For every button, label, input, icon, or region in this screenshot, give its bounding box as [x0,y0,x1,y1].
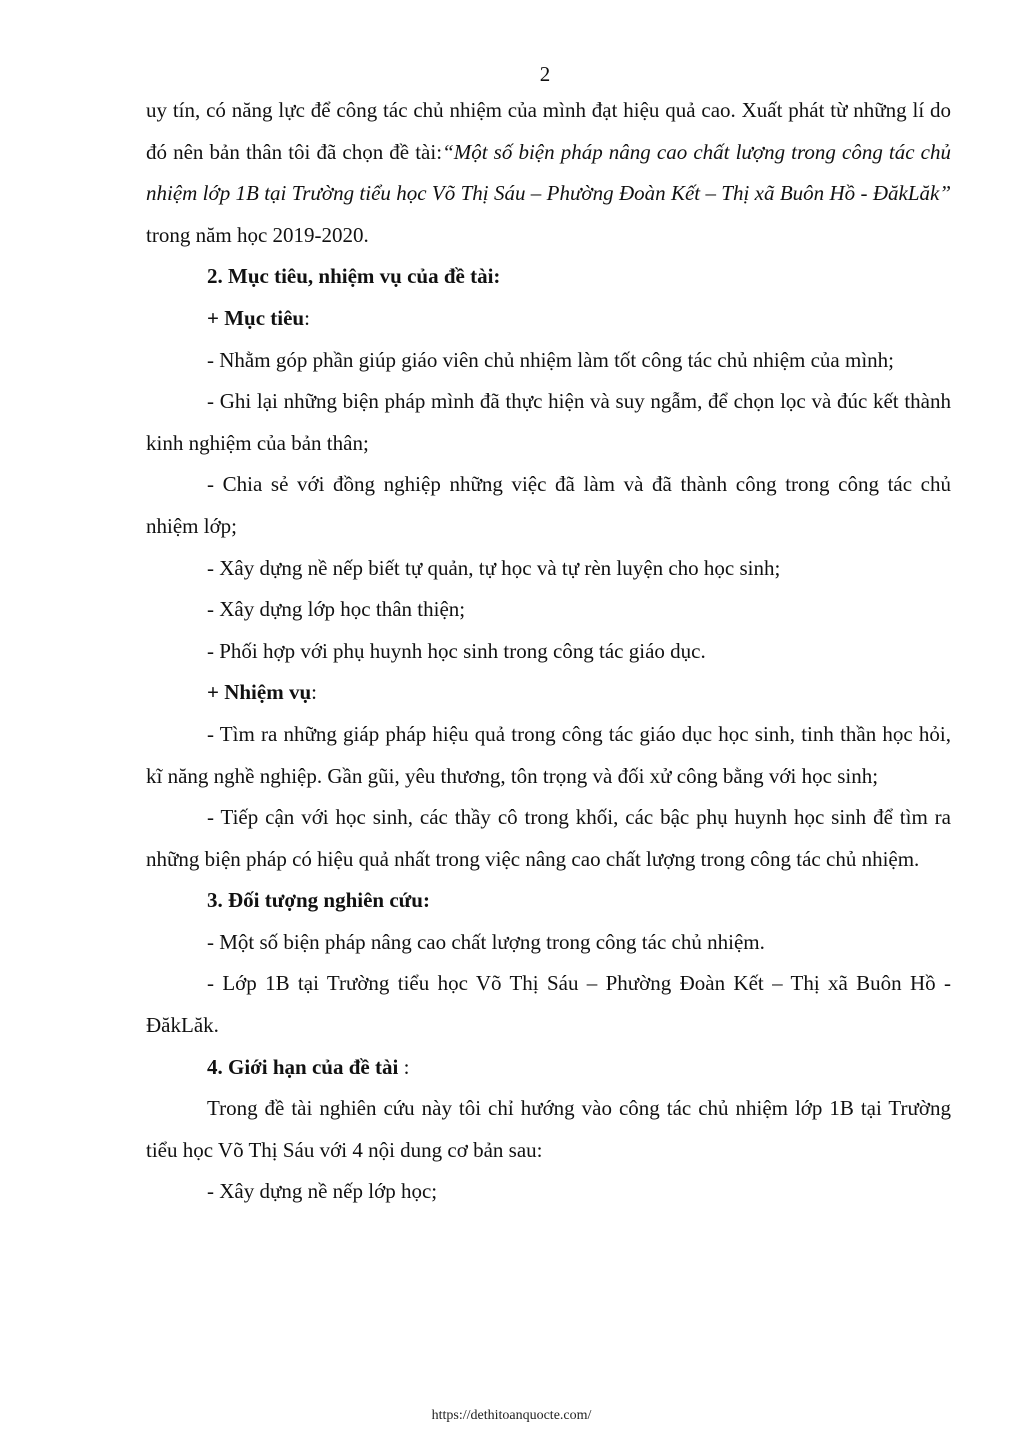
heading-text: 3. Đối tượng nghiên cứu: [207,888,430,913]
paragraph: - Xây dựng nề nếp biết tự quản, tự học và tự rèn luyện cho học sinh; [207,555,781,580]
paragraph: - Lớp 1B tại Trường tiểu học Võ Thị Sáu – Phường Đoàn Kết – Thị xã Buôn Hồ - ĐăkLăk. [146,971,951,1038]
intro-text-end: trong năm học 2019-2020. [146,222,369,247]
paragraph: - Tiếp cận với học sinh, các thầy cô trong khối, các bậc phụ huynh học sinh để tìm ra những biện pháp có hiệu quả nhất trong việc nâng cao chất lượng trong công tác chủ nhiệm. [146,805,951,871]
heading-colon: : [398,1054,410,1079]
paragraph: - Phối hợp với phụ huynh học sinh trong công tác giáo dục. [207,638,706,663]
paragraph: - Xây dựng lớp học thân thiện; [207,597,466,622]
paragraph: - Tìm ra những giáp pháp hiệu quả trong công tác giáo dục học sinh, tinh thần học hỏi, kĩ năng nghề nghiệp. Gần gũi, yêu thương, tôn trọng và đối xử công bằng với học sinh; [146,721,951,788]
subheading [146,672,951,714]
paragraph: - Ghi lại những biện pháp mình đã thực hiện và suy ngẫm, để chọn lọc và đúc kết thành kinh nghiệm của bản thân; [146,389,951,455]
section-heading [146,256,951,298]
page-number: 2 [539,62,551,86]
paragraph: - Xây dựng nề nếp lớp học; [207,1179,438,1204]
intro-text: uy tín, có năng lực để công tác chủ nhiệm của mình đạt hiệu quả cao. Xuất phát từ những lí do đó nên bản thân tôi đã chọn đề tài: [146,98,951,164]
paragraph: - Một số biện pháp nâng cao chất lượng trong công tác chủ nhiệm. [207,929,765,954]
section-heading [146,1047,951,1089]
paragraph: Trong đề tài nghiên cứu này tôi chỉ hướng vào công tác chủ nhiệm lớp 1B tại Trường tiểu học Võ Thị Sáu với 4 nội dung cơ bản sau: [146,1096,951,1162]
subheading [146,298,951,340]
paragraph: - Chia sẻ với đồng nghiệp những việc đã làm và đã thành công trong công tác chủ nhiệm lớp; [146,472,951,538]
subheading-text: + Mục tiêu [207,305,305,330]
heading-text: 2. Mục tiêu, nhiệm vụ của đề tài: [207,264,501,289]
subheading-text: + Nhiệm vụ [207,680,312,705]
section-heading [146,880,951,922]
topic-title: “Một số biện pháp nâng cao chất lượng trong công tác chủ nhiệm lớp 1B tại Trường tiểu học Võ Thị Sáu – Phường Đoàn Kết – Thị xã Buôn Hồ - ĐăkLăk” [146,139,951,206]
paragraph-intro [146,90,951,256]
paragraph: - Nhằm góp phần giúp giáo viên chủ nhiệm làm tốt công tác chủ nhiệm của mình; [207,347,895,372]
footer-url: https://dethitoanquocte.com/ [431,1408,592,1423]
subheading-colon: : [304,305,310,330]
heading-text: 4. Giới hạn của đề tài [207,1054,399,1079]
subheading-colon: : [311,680,317,705]
document-body [146,90,951,1213]
